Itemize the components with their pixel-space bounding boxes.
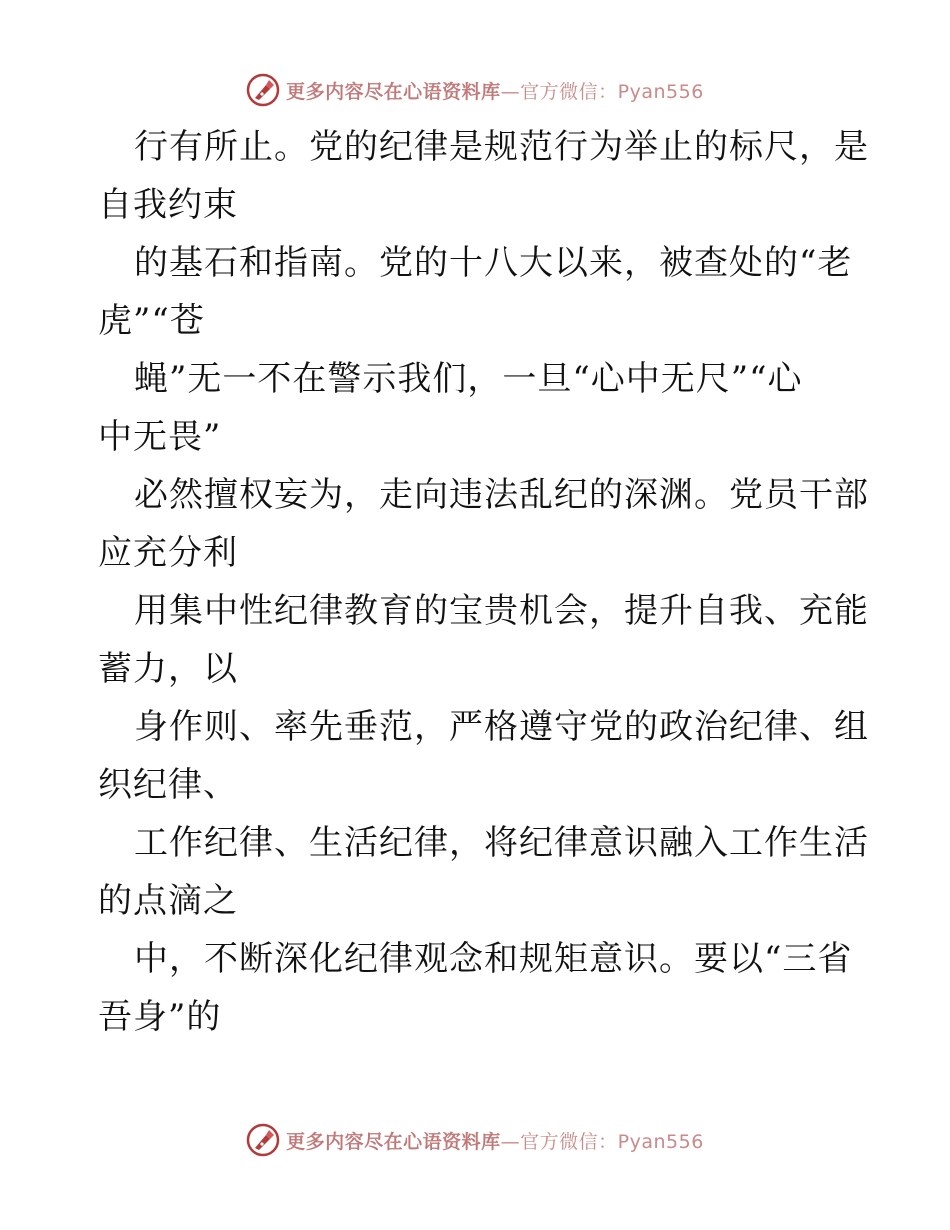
text-line: 织纪律、 [98,765,238,805]
watermark-brand: 更多内容尽在心语资料库 [286,80,501,103]
text-line: 的点滴之 [98,881,238,921]
text-line: 自我约束 [98,185,238,225]
watermark-dash: — [500,1130,521,1153]
footer-watermark [0,1120,950,1160]
watermark-brand: 更多内容尽在心语资料库 [286,1130,501,1153]
watermark-dash: — [500,80,521,103]
watermark-text [286,77,704,104]
text-line: 虎”“苍 [98,301,205,341]
text-line: 中，不断深化纪律观念和规矩意识。要以“三省 [134,939,853,979]
text-line: 必然擅权妄为，走向违法乱纪的深渊。党员干部 [134,475,869,515]
text-line: 中无畏” [98,417,222,457]
text-line: 应充分利 [98,533,238,573]
text-line: 工作纪律、生活纪律，将纪律意识融入工作生活 [134,823,869,863]
watermark-text [286,1127,704,1154]
pen-nib-logo-icon [246,1123,280,1157]
text-line: 用集中性纪律教育的宝贵机会，提升自我、充能 [134,591,869,631]
text-line: 蝇”无一不在警示我们，一旦“心中无尺”“心 [134,359,803,399]
watermark-contact: 官方微信：Pyan556 [520,1130,704,1153]
pen-nib-logo-icon [246,73,280,107]
text-line: 蓄力，以 [98,649,238,689]
header-watermark [0,70,950,110]
watermark-contact: 官方微信：Pyan556 [520,80,704,103]
text-line: 行有所止。党的纪律是规范行为举止的标尺，是 [134,127,869,167]
text-line: 的基石和指南。党的十八大以来，被查处的“老 [134,243,853,283]
text-line: 身作则、率先垂范，严格遵守党的政治纪律、组 [134,707,869,747]
text-line: 吾身”的 [98,997,222,1037]
